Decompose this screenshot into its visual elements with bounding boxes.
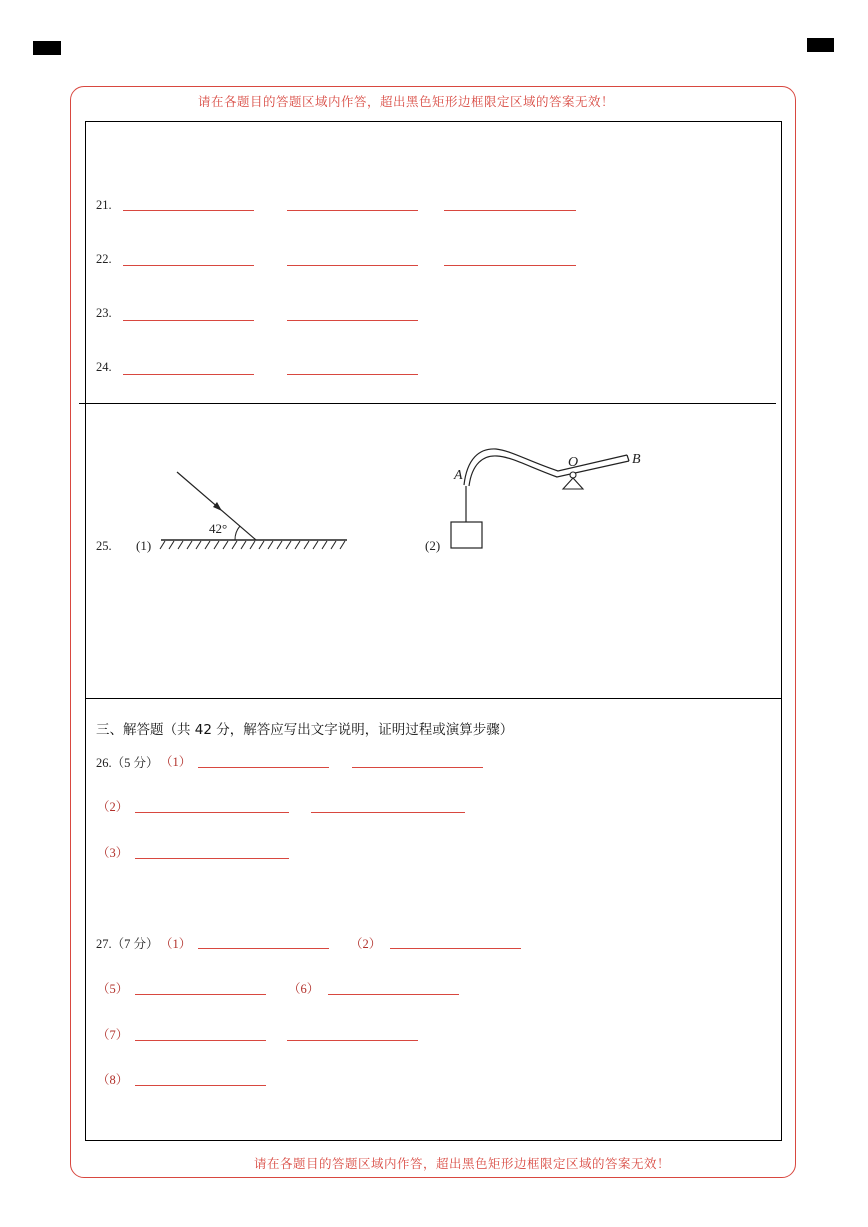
angle-arc [235,526,240,540]
q27-part2-label: （2） [350,937,382,951]
mirror-hatching [160,541,345,549]
section-3-title: 三、解答题（共 42 分，解答应写出文字说明，证明过程或演算步骤） [96,722,514,738]
divider-section3 [85,698,782,699]
question-24-number: 24. [96,360,112,374]
q26-part3-label: （3） [97,846,129,860]
answer-blank[interactable] [444,265,576,266]
answer-blank[interactable] [135,858,289,859]
point-o-label: O [568,455,579,470]
lever-end-cap [627,455,629,461]
question-23-number: 23. [96,306,112,320]
point-a-label: A [454,468,463,483]
answer-blank[interactable] [135,1040,266,1041]
q25-part2-label: (2) [425,538,441,553]
q25-part1-label: (1) [136,538,152,553]
q27-part1-label: （1） [160,937,192,951]
answer-blank[interactable] [198,767,329,768]
answer-blank[interactable] [135,994,266,995]
answer-blank[interactable] [123,320,254,321]
corner-marker-left [33,41,61,55]
answer-blank[interactable] [287,1040,418,1041]
question-21-number: 21. [96,198,112,212]
answer-blank[interactable] [287,265,418,266]
question-22-number: 22. [96,252,112,266]
answer-blank[interactable] [390,948,521,949]
answer-blank[interactable] [311,812,465,813]
divider-fill-in [79,403,776,404]
corner-marker-right [807,38,834,52]
fulcrum-pivot [570,472,576,478]
answer-blank[interactable] [287,210,418,211]
q26-part1-label: （1） [160,755,192,769]
question-25-number: 25. [96,539,112,553]
reflection-figure[interactable] [155,465,355,555]
point-b-label: B [632,452,641,467]
warning-bottom: 请在各题目的答题区域内作答，超出黑色矩形边框限定区域的答案无效！ [254,1157,671,1171]
answer-blank[interactable] [198,948,329,949]
answer-blank[interactable] [123,374,254,375]
answer-blank[interactable] [135,1085,266,1086]
warning-top: 请在各题目的答题区域内作答，超出黑色矩形边框限定区域的答案无效！ [198,95,615,109]
lever-figure[interactable] [440,440,650,555]
q27-part5-label: （5） [97,982,129,996]
question-26-heading: 26.（5 分） [96,756,159,770]
question-27-heading: 27.（7 分） [96,937,159,951]
answer-blank[interactable] [444,210,576,211]
answer-blank[interactable] [352,767,483,768]
answer-blank[interactable] [135,812,289,813]
fulcrum-support [563,478,583,489]
answer-blank[interactable] [123,210,254,211]
q27-part6-label: （6） [288,982,320,996]
answer-blank[interactable] [123,265,254,266]
q27-part8-label: （8） [97,1073,129,1087]
answer-box [85,121,782,1141]
answer-blank[interactable] [287,320,418,321]
q26-part2-label: （2） [97,800,129,814]
hanging-block [451,522,482,548]
angle-label: 42° [209,521,228,536]
answer-blank[interactable] [328,994,459,995]
ray-arrowhead [213,502,222,511]
answer-blank[interactable] [287,374,418,375]
q27-part7-label: （7） [97,1028,129,1042]
lever-bar-left-edge [462,449,629,482]
